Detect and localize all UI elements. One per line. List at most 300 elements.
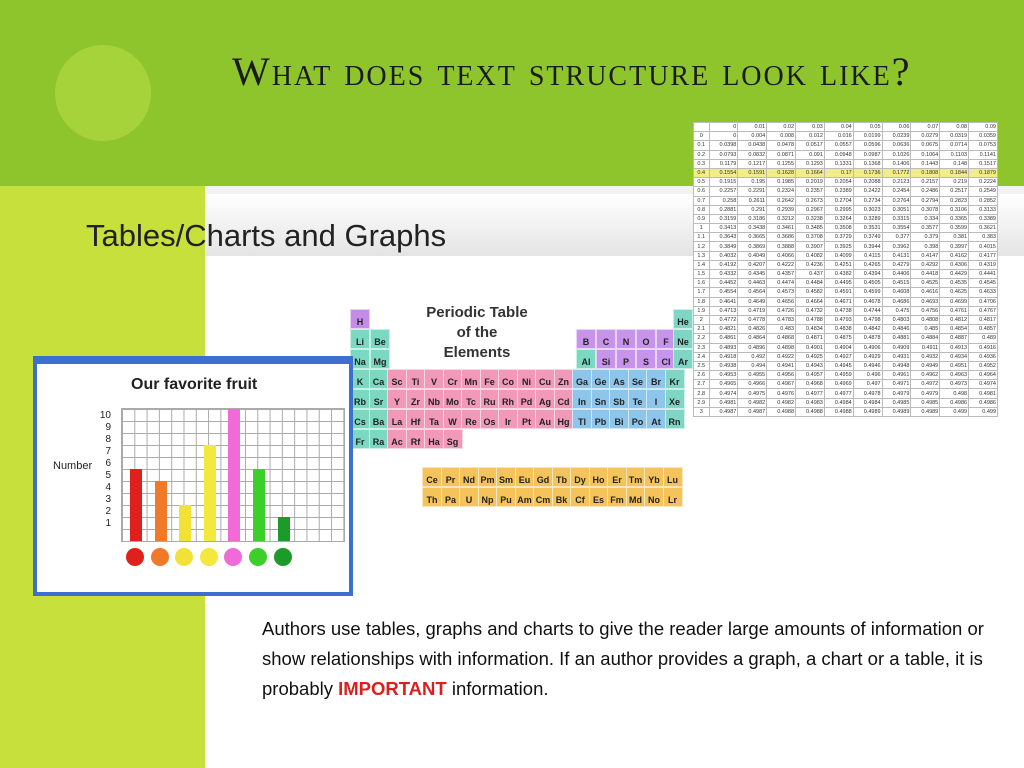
- element-cell: Br: [646, 369, 666, 389]
- prob-cell: 0.4904: [824, 343, 853, 352]
- prob-cell: 0.3051: [882, 205, 911, 214]
- prob-cell: 0.0319: [940, 132, 969, 141]
- prob-cell: 0.4976: [767, 389, 796, 398]
- prob-cell: 0.4452: [709, 279, 738, 288]
- prob-cell: 0.0871: [767, 150, 796, 159]
- element-cell: Tm: [626, 467, 646, 487]
- y-tick-label: 10: [99, 410, 111, 421]
- prob-cell: 0.3159: [709, 214, 738, 223]
- prob-row-label: 1: [694, 224, 710, 233]
- prob-cell: 0.498: [940, 389, 969, 398]
- element-cell: Cs: [350, 409, 370, 429]
- prob-row-label: 1.1: [694, 233, 710, 242]
- prob-row-label: 2.3: [694, 343, 710, 352]
- element-cell: Sm: [496, 467, 516, 487]
- prob-row-label: 1.8: [694, 297, 710, 306]
- prob-cell: 0.4418: [911, 270, 940, 279]
- prob-cell: 0.4987: [709, 407, 738, 416]
- prob-cell: 0.1772: [882, 168, 911, 177]
- prob-cell: 0.2995: [824, 205, 853, 214]
- prob-cell: 0.2794: [911, 196, 940, 205]
- prob-row: [694, 361, 998, 370]
- prob-cell: 0.3621: [969, 224, 998, 233]
- banana-icon: [175, 548, 193, 566]
- prob-cell: 0.4788: [796, 315, 825, 324]
- element-cell: Lr: [663, 487, 683, 507]
- prob-row: [694, 297, 998, 306]
- fruit-chart-window: [33, 356, 353, 596]
- prob-cell: 0.2734: [853, 196, 882, 205]
- prob-cell: 0.4963: [940, 371, 969, 380]
- element-cell: U: [459, 487, 479, 507]
- prob-row: [694, 260, 998, 269]
- prob-row: [694, 214, 998, 223]
- prob-cell: 0.219: [940, 178, 969, 187]
- prob-cell: 0.4719: [738, 306, 767, 315]
- prob-cell: 0.3315: [882, 214, 911, 223]
- prob-cell: 0.4783: [767, 315, 796, 324]
- prob-cell: 0.3643: [709, 233, 738, 242]
- prob-cell: 0.4732: [796, 306, 825, 315]
- prob-cell: 0.4319: [969, 260, 998, 269]
- prob-cell: 0.2324: [767, 187, 796, 196]
- prob-cell: 0.3365: [940, 214, 969, 223]
- prob-cell: 0.3925: [824, 242, 853, 251]
- prob-cell: 0.4726: [767, 306, 796, 315]
- prob-cell: 0.0596: [853, 141, 882, 150]
- prob-row-label: 1.5: [694, 270, 710, 279]
- prob-cell: 0.0557: [824, 141, 853, 150]
- prob-cell: 0.4429: [940, 270, 969, 279]
- prob-cell: 0.4922: [767, 352, 796, 361]
- prob-cell: 0.4871: [796, 334, 825, 343]
- element-cell: Pd: [517, 389, 537, 409]
- prob-cell: 0.4925: [796, 352, 825, 361]
- prob-header-row: [694, 123, 998, 132]
- y-tick-label: 1: [105, 518, 111, 529]
- prob-cell: 0.2517: [940, 187, 969, 196]
- prob-cell: 0.4989: [853, 407, 882, 416]
- prob-cell: 0.2673: [796, 196, 825, 205]
- prob-cell: 0.3389: [969, 214, 998, 223]
- element-cell: Pb: [591, 409, 611, 429]
- prob-row: [694, 132, 998, 141]
- prob-cell: 0.4292: [911, 260, 940, 269]
- prob-row-label: 1.9: [694, 306, 710, 315]
- prob-cell: 0.1141: [969, 150, 998, 159]
- y-tick-label: 2: [105, 506, 111, 517]
- prob-cell: 0.4964: [969, 371, 998, 380]
- prob-cell: 0.497: [853, 380, 882, 389]
- prob-cell: 0.03: [796, 123, 825, 132]
- prob-cell: 0.4909: [882, 343, 911, 352]
- element-cell: Sr: [369, 389, 389, 409]
- element-cell: N: [616, 329, 636, 349]
- prob-cell: 0.4738: [824, 306, 853, 315]
- prob-cell: 0.4808: [911, 315, 940, 324]
- element-cell: Hf: [406, 409, 426, 429]
- prob-cell: 0.4463: [738, 279, 767, 288]
- prob-cell: 0.489: [969, 334, 998, 343]
- prob-cell: 0.398: [911, 242, 940, 251]
- prob-cell: 0.4817: [969, 315, 998, 324]
- prob-cell: 0.2704: [824, 196, 853, 205]
- element-cell: Cr: [443, 369, 463, 389]
- element-cell: Np: [478, 487, 498, 507]
- prob-cell: 0.4984: [824, 398, 853, 407]
- prob-row: [694, 380, 998, 389]
- prob-cell: 0.2549: [969, 187, 998, 196]
- prob-cell: 0.1985: [767, 178, 796, 187]
- element-cell: Te: [628, 389, 648, 409]
- element-cell: Bi: [609, 409, 629, 429]
- prob-cell: 0.1591: [738, 168, 767, 177]
- prob-row-label: 2: [694, 315, 710, 324]
- prob-cell: 0.195: [738, 178, 767, 187]
- prob-cell: 0.3238: [796, 214, 825, 223]
- prob-row: [694, 242, 998, 251]
- prob-cell: 0.4699: [940, 297, 969, 306]
- prob-cell: 0.4474: [767, 279, 796, 288]
- periodic-title-line2: of the: [456, 324, 498, 341]
- element-cell: Es: [589, 487, 609, 507]
- element-cell: Pr: [441, 467, 461, 487]
- element-cell: Ne: [673, 329, 693, 349]
- prob-cell: 0.1293: [796, 159, 825, 168]
- prob-cell: 0.4898: [767, 343, 796, 352]
- prob-cell: 0.07: [911, 123, 940, 132]
- prob-row-label: 0: [694, 132, 710, 141]
- prob-cell: 0.4505: [853, 279, 882, 288]
- prob-cell: 0.4978: [853, 389, 882, 398]
- prob-cell: 0.4616: [911, 288, 940, 297]
- prob-cell: 0.4656: [767, 297, 796, 306]
- prob-cell: 0.2019: [796, 178, 825, 187]
- prob-cell: 0.3106: [940, 205, 969, 214]
- prob-cell: 0.016: [824, 132, 853, 141]
- prob-row: [694, 398, 998, 407]
- body-text-tail: information.: [446, 678, 549, 699]
- element-cell: Ho: [589, 467, 609, 487]
- prob-cell: 0.2088: [853, 178, 882, 187]
- prob-cell: 0.4686: [882, 297, 911, 306]
- element-cell: Ni: [517, 369, 537, 389]
- prob-cell: 0.4948: [882, 361, 911, 370]
- element-cell: Au: [535, 409, 555, 429]
- prob-cell: 0.0793: [709, 150, 738, 159]
- element-cell: K: [350, 369, 370, 389]
- element-cell: Pt: [517, 409, 537, 429]
- prob-cell: 0.3554: [882, 224, 911, 233]
- prob-cell: 0.4952: [969, 361, 998, 370]
- prob-cell: 0.4756: [911, 306, 940, 315]
- prob-cell: 0.4798: [853, 315, 882, 324]
- prob-cell: 0.4981: [709, 398, 738, 407]
- prob-cell: 0.09: [969, 123, 998, 132]
- prob-cell: 0.1554: [709, 168, 738, 177]
- element-cell: Co: [498, 369, 518, 389]
- prob-cell: 0.3508: [824, 224, 853, 233]
- prob-cell: 0.4535: [940, 279, 969, 288]
- fruit-bar-orange: [155, 481, 167, 541]
- prob-row-label: 2.7: [694, 380, 710, 389]
- prob-row: [694, 315, 998, 324]
- prob-cell: 0.4986: [969, 398, 998, 407]
- fruit-chart-canvas: [37, 364, 349, 592]
- prob-cell: 0.3869: [738, 242, 767, 251]
- element-cell: Sg: [443, 429, 463, 449]
- prob-cell: 0.4306: [940, 260, 969, 269]
- prob-row-label: [694, 123, 710, 132]
- element-cell: Zr: [406, 389, 426, 409]
- prob-cell: 0.4706: [969, 297, 998, 306]
- fruit-chart-ylabel: Number: [53, 460, 93, 472]
- prob-cell: 0.4982: [738, 398, 767, 407]
- prob-cell: 0.1179: [709, 159, 738, 168]
- prob-cell: 0.4959: [824, 371, 853, 380]
- prob-row: [694, 288, 998, 297]
- prob-cell: 0.0359: [969, 132, 998, 141]
- element-cell: Nb: [424, 389, 444, 409]
- prob-cell: 0.4977: [824, 389, 853, 398]
- element-cell: V: [424, 369, 444, 389]
- prob-cell: 0.4971: [882, 380, 911, 389]
- element-cell: Tb: [552, 467, 572, 487]
- prob-cell: 0.2389: [824, 187, 853, 196]
- element-cell: Li: [350, 329, 370, 349]
- element-cell: Al: [576, 349, 596, 369]
- prob-cell: 0.4357: [767, 270, 796, 279]
- element-cell: Rh: [498, 389, 518, 409]
- prob-cell: 0.4941: [767, 361, 796, 370]
- prob-cell: 0.4382: [824, 270, 853, 279]
- prob-cell: 0.4554: [709, 288, 738, 297]
- element-cell: Tc: [461, 389, 481, 409]
- prob-cell: 0.496: [853, 371, 882, 380]
- fruit-bar-pear: [278, 517, 290, 541]
- prob-cell: 0.4582: [796, 288, 825, 297]
- prob-cell: 0.4951: [940, 361, 969, 370]
- orange-icon: [151, 548, 169, 566]
- prob-cell: 0.4975: [738, 389, 767, 398]
- y-tick-label: 3: [105, 494, 111, 505]
- prob-cell: 0.4826: [738, 325, 767, 334]
- prob-cell: 0.0438: [738, 141, 767, 150]
- prob-cell: 0.4946: [853, 361, 882, 370]
- prob-row-label: 1.2: [694, 242, 710, 251]
- prob-cell: 0.3888: [767, 242, 796, 251]
- prob-cell: 0.3133: [969, 205, 998, 214]
- prob-cell: 0.3849: [709, 242, 738, 251]
- prob-row: [694, 371, 998, 380]
- prob-row-label: 2.5: [694, 361, 710, 370]
- prob-cell: 0.4279: [882, 260, 911, 269]
- prob-cell: 0.3461: [767, 224, 796, 233]
- prob-row: [694, 352, 998, 361]
- element-cell: Er: [607, 467, 627, 487]
- prob-cell: 0.4901: [796, 343, 825, 352]
- prob-cell: 0.1331: [824, 159, 853, 168]
- prob-cell: 0.4974: [709, 389, 738, 398]
- prob-cell: 0.4953: [709, 371, 738, 380]
- prob-cell: 0.4484: [796, 279, 825, 288]
- prob-cell: 0.492: [738, 352, 767, 361]
- prob-cell: 0.4927: [824, 352, 853, 361]
- prob-cell: 0.4099: [824, 251, 853, 260]
- element-cell: Fm: [607, 487, 627, 507]
- prob-cell: 0.4207: [738, 260, 767, 269]
- prob-cell: 0.3962: [882, 242, 911, 251]
- element-cell: Nd: [459, 467, 479, 487]
- element-cell: Os: [480, 409, 500, 429]
- element-cell: Kr: [665, 369, 685, 389]
- prob-cell: 0.4846: [882, 325, 911, 334]
- prob-cell: 0.4693: [911, 297, 940, 306]
- prob-cell: 0.494: [738, 361, 767, 370]
- prob-row-label: 0.2: [694, 150, 710, 159]
- prob-cell: 0.0832: [738, 150, 767, 159]
- prob-cell: 0.4573: [767, 288, 796, 297]
- prob-cell: 0.4943: [796, 361, 825, 370]
- prob-cell: 0.01: [738, 123, 767, 132]
- prob-row: [694, 178, 998, 187]
- prob-cell: 0.3264: [824, 214, 853, 223]
- prob-row: [694, 251, 998, 260]
- probability-table-grid: [693, 122, 998, 417]
- prob-cell: 0.0199: [853, 132, 882, 141]
- prob-cell: 0.4236: [796, 260, 825, 269]
- prob-row-label: 1.3: [694, 251, 710, 260]
- prob-row: [694, 196, 998, 205]
- element-cell: Cd: [554, 389, 574, 409]
- prob-cell: 0.2422: [853, 187, 882, 196]
- element-cell: S: [636, 349, 656, 369]
- prob-cell: 0.4838: [824, 325, 853, 334]
- element-cell: Ce: [422, 467, 442, 487]
- prob-cell: 0.4744: [853, 306, 882, 315]
- element-cell: Pu: [496, 487, 516, 507]
- prob-cell: 0.4251: [824, 260, 853, 269]
- element-cell: La: [387, 409, 407, 429]
- prob-cell: 0.1736: [853, 168, 882, 177]
- prob-row: [694, 159, 998, 168]
- prob-cell: 0.4893: [709, 343, 738, 352]
- prob-cell: 0.4983: [796, 398, 825, 407]
- prob-cell: 0.437: [796, 270, 825, 279]
- fruit-bar-kiwi: [253, 469, 265, 541]
- prob-cell: 0.4649: [738, 297, 767, 306]
- prob-row: [694, 334, 998, 343]
- element-cell: Ti: [406, 369, 426, 389]
- prob-cell: 0.4988: [767, 407, 796, 416]
- prob-cell: 0.4641: [709, 297, 738, 306]
- prob-cell: 0.08: [940, 123, 969, 132]
- prob-cell: 0.0714: [940, 141, 969, 150]
- element-cell: Ag: [535, 389, 555, 409]
- prob-cell: 0.4525: [911, 279, 940, 288]
- prob-cell: 0.1368: [853, 159, 882, 168]
- prob-cell: 0.475: [882, 306, 911, 315]
- prob-cell: 0.0948: [824, 150, 853, 159]
- prob-cell: 0.4968: [796, 380, 825, 389]
- element-cell: Ba: [369, 409, 389, 429]
- fruit-bar-banana: [179, 505, 191, 541]
- element-cell: Sc: [387, 369, 407, 389]
- prob-row-label: 2.6: [694, 371, 710, 380]
- prob-cell: 0.3438: [738, 224, 767, 233]
- prob-cell: 0.485: [911, 325, 940, 334]
- prob-cell: 0.334: [911, 214, 940, 223]
- prob-cell: 0.4564: [738, 288, 767, 297]
- y-tick-label: 5: [105, 470, 111, 481]
- element-cell: Md: [626, 487, 646, 507]
- element-cell: Bk: [552, 487, 572, 507]
- prob-cell: 0.291: [738, 205, 767, 214]
- prob-cell: 0.091: [796, 150, 825, 159]
- prob-row: [694, 150, 998, 159]
- prob-cell: 0.0636: [882, 141, 911, 150]
- prob-cell: 0.3907: [796, 242, 825, 251]
- pear-icon: [274, 548, 292, 566]
- prob-cell: 0.1406: [882, 159, 911, 168]
- prob-cell: 0.17: [824, 168, 853, 177]
- prob-cell: 0.3686: [767, 233, 796, 242]
- y-tick-label: 9: [105, 422, 111, 433]
- prob-cell: 0.2123: [882, 178, 911, 187]
- prob-cell: 0.258: [709, 196, 738, 205]
- prob-cell: 0.483: [767, 325, 796, 334]
- slide-subtitle: Tables/Charts and Graphs: [86, 218, 447, 253]
- prob-cell: 0.2157: [911, 178, 940, 187]
- prob-cell: 0.4713: [709, 306, 738, 315]
- prob-cell: 0.4936: [969, 352, 998, 361]
- element-cell: Ta: [424, 409, 444, 429]
- prob-cell: 0.4986: [940, 398, 969, 407]
- element-cell: Re: [461, 409, 481, 429]
- element-cell: F: [656, 329, 676, 349]
- prob-cell: 0.4599: [853, 288, 882, 297]
- prob-cell: 0.4591: [824, 288, 853, 297]
- element-cell: B: [576, 329, 596, 349]
- prob-cell: 0.3577: [911, 224, 940, 233]
- prob-cell: 0.2881: [709, 205, 738, 214]
- element-cell: Mo: [443, 389, 463, 409]
- prob-cell: 0.4987: [738, 407, 767, 416]
- prob-row: [694, 270, 998, 279]
- prob-cell: 0.4906: [853, 343, 882, 352]
- prob-cell: 0.1879: [969, 168, 998, 177]
- element-cell: I: [646, 389, 666, 409]
- element-cell: Pa: [441, 487, 461, 507]
- prob-cell: 0.3485: [796, 224, 825, 233]
- prob-cell: 0.4803: [882, 315, 911, 324]
- prob-cell: 0.4664: [796, 297, 825, 306]
- element-cell: Cu: [535, 369, 555, 389]
- prob-cell: 0.379: [911, 233, 940, 242]
- periodic-title-line3: Elements: [443, 344, 511, 361]
- prob-row-label: 1.7: [694, 288, 710, 297]
- prob-cell: 0.1217: [738, 159, 767, 168]
- prob-row: [694, 224, 998, 233]
- prob-cell: 0.008: [767, 132, 796, 141]
- prob-cell: 0.4911: [911, 343, 940, 352]
- element-cell: Cl: [656, 349, 676, 369]
- element-cell: Y: [387, 389, 407, 409]
- element-cell: Cm: [533, 487, 553, 507]
- prob-cell: 0.3186: [738, 214, 767, 223]
- prob-cell: 0.4793: [824, 315, 853, 324]
- element-cell: Th: [422, 487, 442, 507]
